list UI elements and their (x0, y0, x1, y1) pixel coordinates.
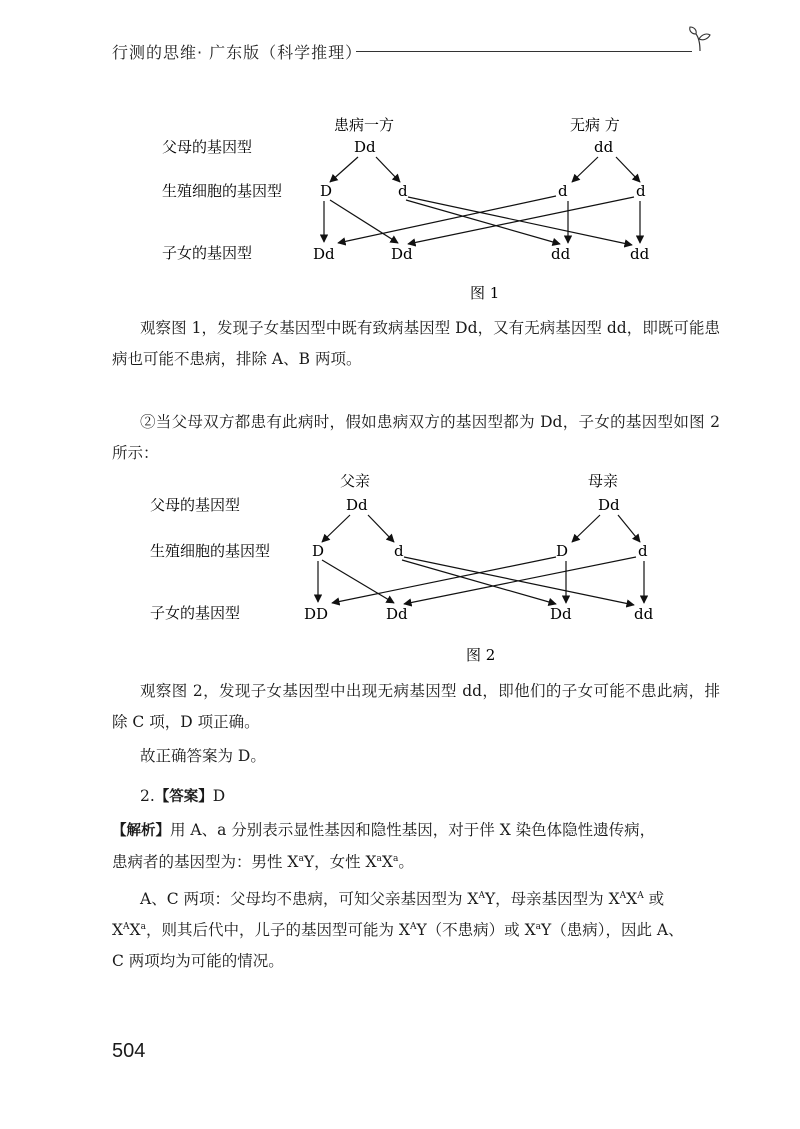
question-number: 2. (140, 787, 155, 805)
paragraph-ac-analysis: A、C 两项：父母均不患病，可知父亲基因型为 $X^AY$，母亲基因型为 $X^AX^A$ 或 $X^AX^a$，则其后代中，儿子的基因型可能为 $X^AY$（不患病）或 $X^aY$（患病），因此 A、 C 两项均为可能的情况。 (112, 890, 684, 970)
paragraph-fig2-observation: 观察图 2，发现子女基因型中出现无病基因型 dd，即他们的子女可能不患此病，排除 C 项，D 项正确。 (112, 682, 720, 731)
fig2-row-label-parents: 父母的基因型 (150, 496, 241, 514)
paragraph-fig1-observation: 观察图 1，发现子女基因型中既有致病基因型 Dd，又有无病基因型 dd，即既可能患病也可能不患病，排除 A、B 两项。 (112, 319, 720, 368)
fig2-offspring-2: Dd (386, 605, 408, 623)
answer-value: D (212, 787, 226, 805)
fig1-right-parent-genotype: dd (594, 138, 614, 156)
running-header: 行测的思维· 广东版（科学推理） (112, 43, 363, 62)
question-2-answer (140, 781, 720, 813)
fig1-offspring-3: dd (551, 245, 571, 263)
fig2-left-parent-label: 父亲 (340, 472, 371, 490)
answer-tag: 【答案】 (154, 789, 213, 805)
page-number: 504 (112, 1040, 146, 1062)
fig2-offspring-4: dd (634, 605, 654, 623)
fig1-offspring-1: Dd (313, 245, 335, 263)
fig1-gamete-3: d (558, 182, 568, 200)
paragraph-both-parents: ②当父母双方都患有此病时，假如患病双方的基因型都为 Dd，子女的基因型如图 2 所示： (112, 413, 720, 462)
fig1-left-parent-genotype: Dd (354, 138, 376, 156)
fig1-offspring-4: dd (630, 245, 650, 263)
fig2-offspring-1: DD (304, 605, 329, 623)
fig2-row-label-gametes: 生殖细胞的基因型 (150, 542, 271, 560)
sprout-icon (688, 26, 712, 52)
fig1-gamete-2: d (398, 182, 408, 200)
fig1-gamete-4: d (636, 182, 646, 200)
header-rule (356, 51, 692, 52)
fig1-row-label-gametes: 生殖细胞的基因型 (162, 182, 283, 200)
fig2-gamete-3: D (556, 542, 569, 560)
fig1-row-label-parents: 父母的基因型 (162, 138, 253, 156)
explanation-tag: 【解析】 (112, 823, 170, 839)
fig1-right-parent-label: 无病 方 (570, 116, 620, 134)
fig1-caption: 图 1 (470, 284, 500, 302)
fig2-left-parent-genotype: Dd (346, 496, 368, 514)
fig2-gamete-4: d (638, 542, 648, 560)
fig2-arrows (318, 515, 644, 605)
fig2-gamete-2: d (394, 542, 404, 560)
fig1-offspring-2: Dd (391, 245, 413, 263)
fig1-arrows (324, 157, 640, 245)
fig1-gamete-1: D (320, 182, 333, 200)
fig2-gamete-1: D (312, 542, 325, 560)
figure-2 (150, 472, 654, 664)
fig2-right-parent-genotype: Dd (598, 496, 620, 514)
fig1-left-parent-label: 患病一方 (334, 116, 395, 134)
fig1-row-label-offspring: 子女的基因型 (162, 244, 253, 262)
fig2-right-parent-label: 母亲 (588, 472, 619, 490)
fig2-offspring-3: Dd (550, 605, 572, 623)
paragraph-conclusion: 故正确答案为 D。 (140, 747, 266, 765)
explanation-paragraph: 【解析】用 A、a 分别表示显性基因和隐性基因，对于伴 X 染色体隐性遗传病， 患病者的基因型为：男性 $X^aY$，女性 $X^aX^a$。 (112, 821, 656, 871)
figure-1 (162, 116, 650, 302)
fig2-row-label-offspring: 子女的基因型 (150, 604, 241, 622)
fig2-caption: 图 2 (466, 646, 496, 664)
